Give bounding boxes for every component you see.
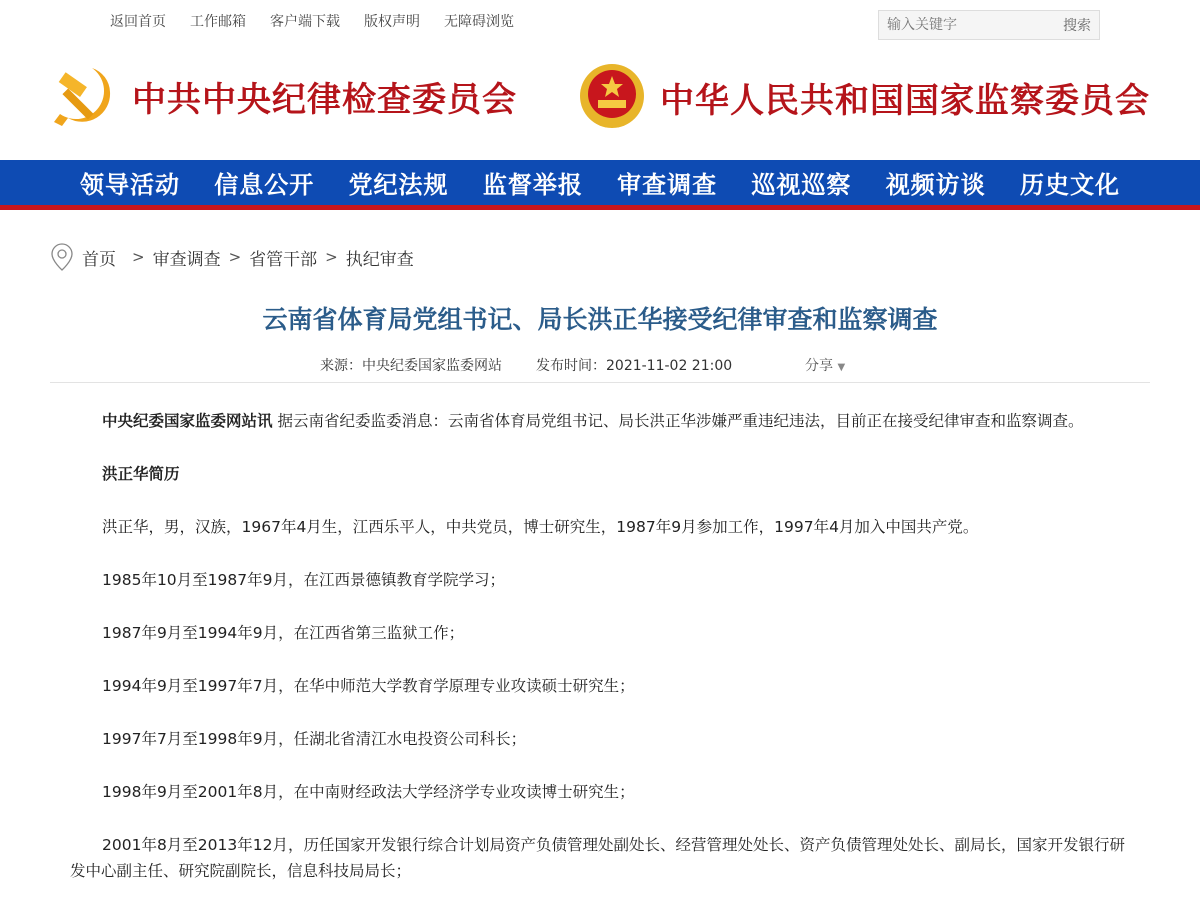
paragraph: 1997年7月至1998年9月，任湖北省清江水电投资公司科长； [102, 730, 527, 748]
nav-history[interactable]: 历史文化 [1019, 170, 1120, 199]
ccdi-logo[interactable] [52, 62, 517, 130]
link-mail[interactable]: 工作邮箱 [190, 14, 246, 30]
paragraph: 1987年9月至1994年9月，在江西省第三监狱工作； [102, 624, 465, 642]
nav-disclosure[interactable]: 信息公开 [214, 170, 315, 199]
share-label: 分享 [805, 358, 833, 374]
paragraph: 1998年9月至2001年8月，在中南财经政法大学经济学专业攻读博士研究生； [102, 783, 635, 801]
top-links [110, 11, 514, 31]
nav-report[interactable]: 监督举报 [482, 170, 583, 199]
search-input[interactable] [887, 17, 1037, 33]
article-body [70, 408, 1130, 911]
chevron-down-icon: ▼ [837, 362, 846, 373]
crumb-sep: > [228, 248, 242, 266]
article-source: 来源：中央纪委国家监委网站 [320, 358, 502, 374]
nav-video[interactable]: 视频访谈 [885, 170, 986, 199]
lead-paragraph [70, 408, 1130, 434]
crumb-investigation[interactable]: 审查调查 [152, 249, 221, 270]
ccdi-title: 中共中央纪律检查委员会 [132, 79, 517, 120]
article-time: 发布时间：2021-11-02 21:00 [536, 358, 733, 374]
crumb-sep: > [132, 248, 145, 266]
national-emblem-icon [578, 62, 646, 132]
main-nav [0, 160, 1200, 210]
paragraph: 洪正华，男，汉族，1967年4月生，江西乐平人，中共党员，博士研究生，1987年9月参加工作，1997年4月加入中国共产党。 [102, 518, 979, 536]
paragraph: 1985年10月至1987年9月，在江西景德镇教育学院学习； [102, 571, 505, 589]
nsc-title: 中华人民共和国国家监察委员会 [660, 80, 1150, 121]
breadcrumb [50, 242, 414, 272]
article-title: 云南省体育局党组书记、局长洪正华接受纪律审查和监察调查 [262, 305, 938, 334]
link-accessibility[interactable]: 无障碍浏览 [444, 14, 514, 30]
location-pin-icon [50, 242, 74, 272]
crumb-discipline[interactable]: 执纪审查 [345, 249, 414, 270]
link-copyright[interactable]: 版权声明 [364, 14, 420, 30]
crumb-sep: > [325, 248, 338, 266]
link-home[interactable]: 返回首页 [110, 14, 166, 30]
lead-bold: 中央纪委国家监委网站讯 [102, 412, 273, 430]
share-button[interactable] [805, 355, 845, 375]
article-meta [320, 355, 846, 375]
paragraph: 2001年8月至2013年12月，历任国家开发银行综合计划局资产负债管理处副处长、经营管理处处长、资产负债管理处处长、副局长，国家开发银行研发中心副主任、研究院副院长，信息科技局局长； [70, 836, 1125, 880]
crumb-provincial[interactable]: 省管干部 [249, 249, 318, 270]
nsc-logo[interactable] [578, 62, 1150, 132]
crumb-home[interactable]: 首页 [82, 249, 116, 270]
subhead-text: 洪正华简历 [102, 465, 180, 483]
nav-leadership[interactable]: 领导活动 [80, 170, 180, 199]
nav-regulations[interactable]: 党纪法规 [348, 170, 449, 199]
search-box [878, 10, 1100, 40]
subhead [70, 461, 1130, 487]
link-client[interactable]: 客户端下载 [270, 14, 340, 30]
nav-investigation[interactable]: 审查调查 [617, 170, 718, 199]
lead-text: 据云南省纪委监委消息：云南省体育局党组书记、局长洪正华涉嫌严重违纪违法，目前正在接受纪律审查和监察调查。 [272, 412, 1084, 430]
divider [50, 382, 1150, 383]
nav-inspection[interactable]: 巡视巡察 [751, 170, 852, 199]
hammer-sickle-icon [52, 62, 118, 130]
paragraph: 1994年9月至1997年7月，在华中师范大学教育学原理专业攻读硕士研究生； [102, 677, 635, 695]
search-button[interactable]: 搜索 [1063, 18, 1091, 34]
